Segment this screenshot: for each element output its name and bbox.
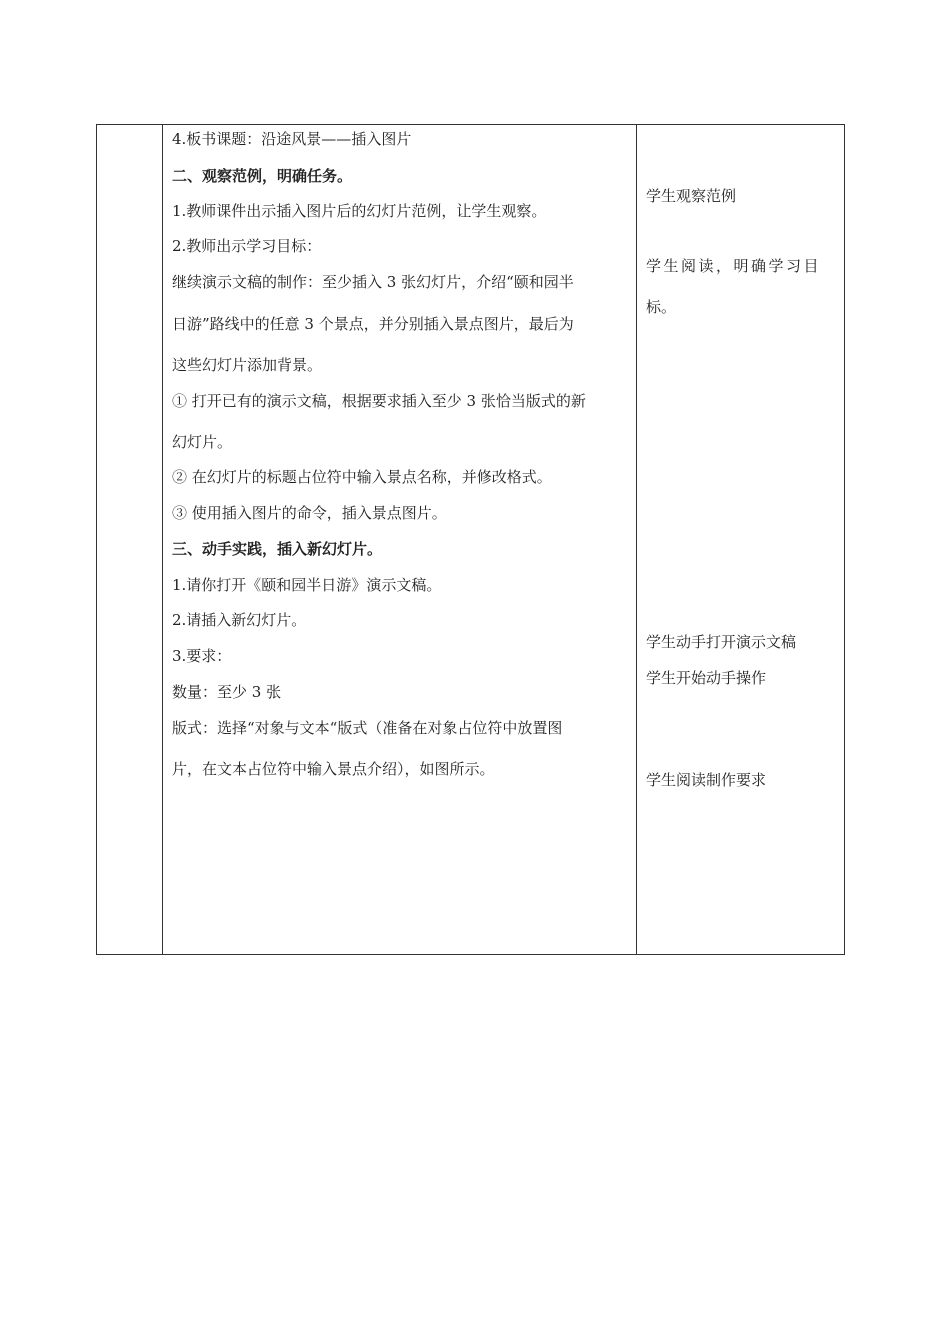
teacher-line: 4.板书课题：沿途风景——插入图片: [172, 130, 412, 148]
teacher-line: 1.教师课件出示插入图片后的幻灯片范例，让学生观察。: [172, 202, 547, 220]
teacher-line: 片，在文本占位符中输入景点介绍），如图所示。: [172, 760, 495, 778]
teacher-line: 这些幻灯片添加背景。: [172, 356, 323, 374]
teacher-line: ① 打开已有的演示文稿，根据要求插入至少 3 张恰当版式的新: [172, 392, 586, 410]
section-heading: 二、观察范例，明确任务。: [172, 167, 353, 185]
student-line: 学生动手打开演示文稿: [646, 633, 797, 651]
teacher-line: 幻灯片。: [172, 433, 233, 451]
student-line: 学生开始动手操作: [646, 669, 767, 687]
teacher-line: 日游”路线中的任意 3 个景点，并分别插入景点图片，最后为: [172, 315, 574, 333]
student-line: 学生观察范例: [646, 187, 737, 205]
teacher-line: 版式：选择“对象与文本“版式（准备在对象占位符中放置图: [172, 719, 563, 737]
lesson-table: [96, 124, 845, 955]
student-line: 标。: [646, 298, 677, 316]
teacher-line: 2.请插入新幻灯片。: [172, 611, 307, 629]
teacher-line: 1.请你打开《颐和园半日游》演示文稿。: [172, 576, 442, 594]
student-line: 学生阅读制作要求: [646, 771, 767, 789]
teacher-line: 数量：至少 3 张: [172, 683, 282, 701]
teacher-line: ③ 使用插入图片的命令，插入景点图片。: [172, 504, 447, 522]
teacher-line: 2.教师出示学习目标：: [172, 237, 322, 255]
section-heading: 三、动手实践，插入新幻灯片。: [172, 540, 383, 558]
teacher-line: 继续演示文稿的制作：至少插入 3 张幻灯片，介绍“颐和园半: [172, 273, 574, 291]
column-divider-right: [636, 125, 637, 954]
teacher-line: 3.要求：: [172, 647, 232, 665]
column-divider-left: [162, 125, 163, 954]
teacher-line: ② 在幻灯片的标题占位符中输入景点名称，并修改格式。: [172, 468, 552, 486]
student-line: 学生阅读，明确学习目: [646, 257, 822, 275]
